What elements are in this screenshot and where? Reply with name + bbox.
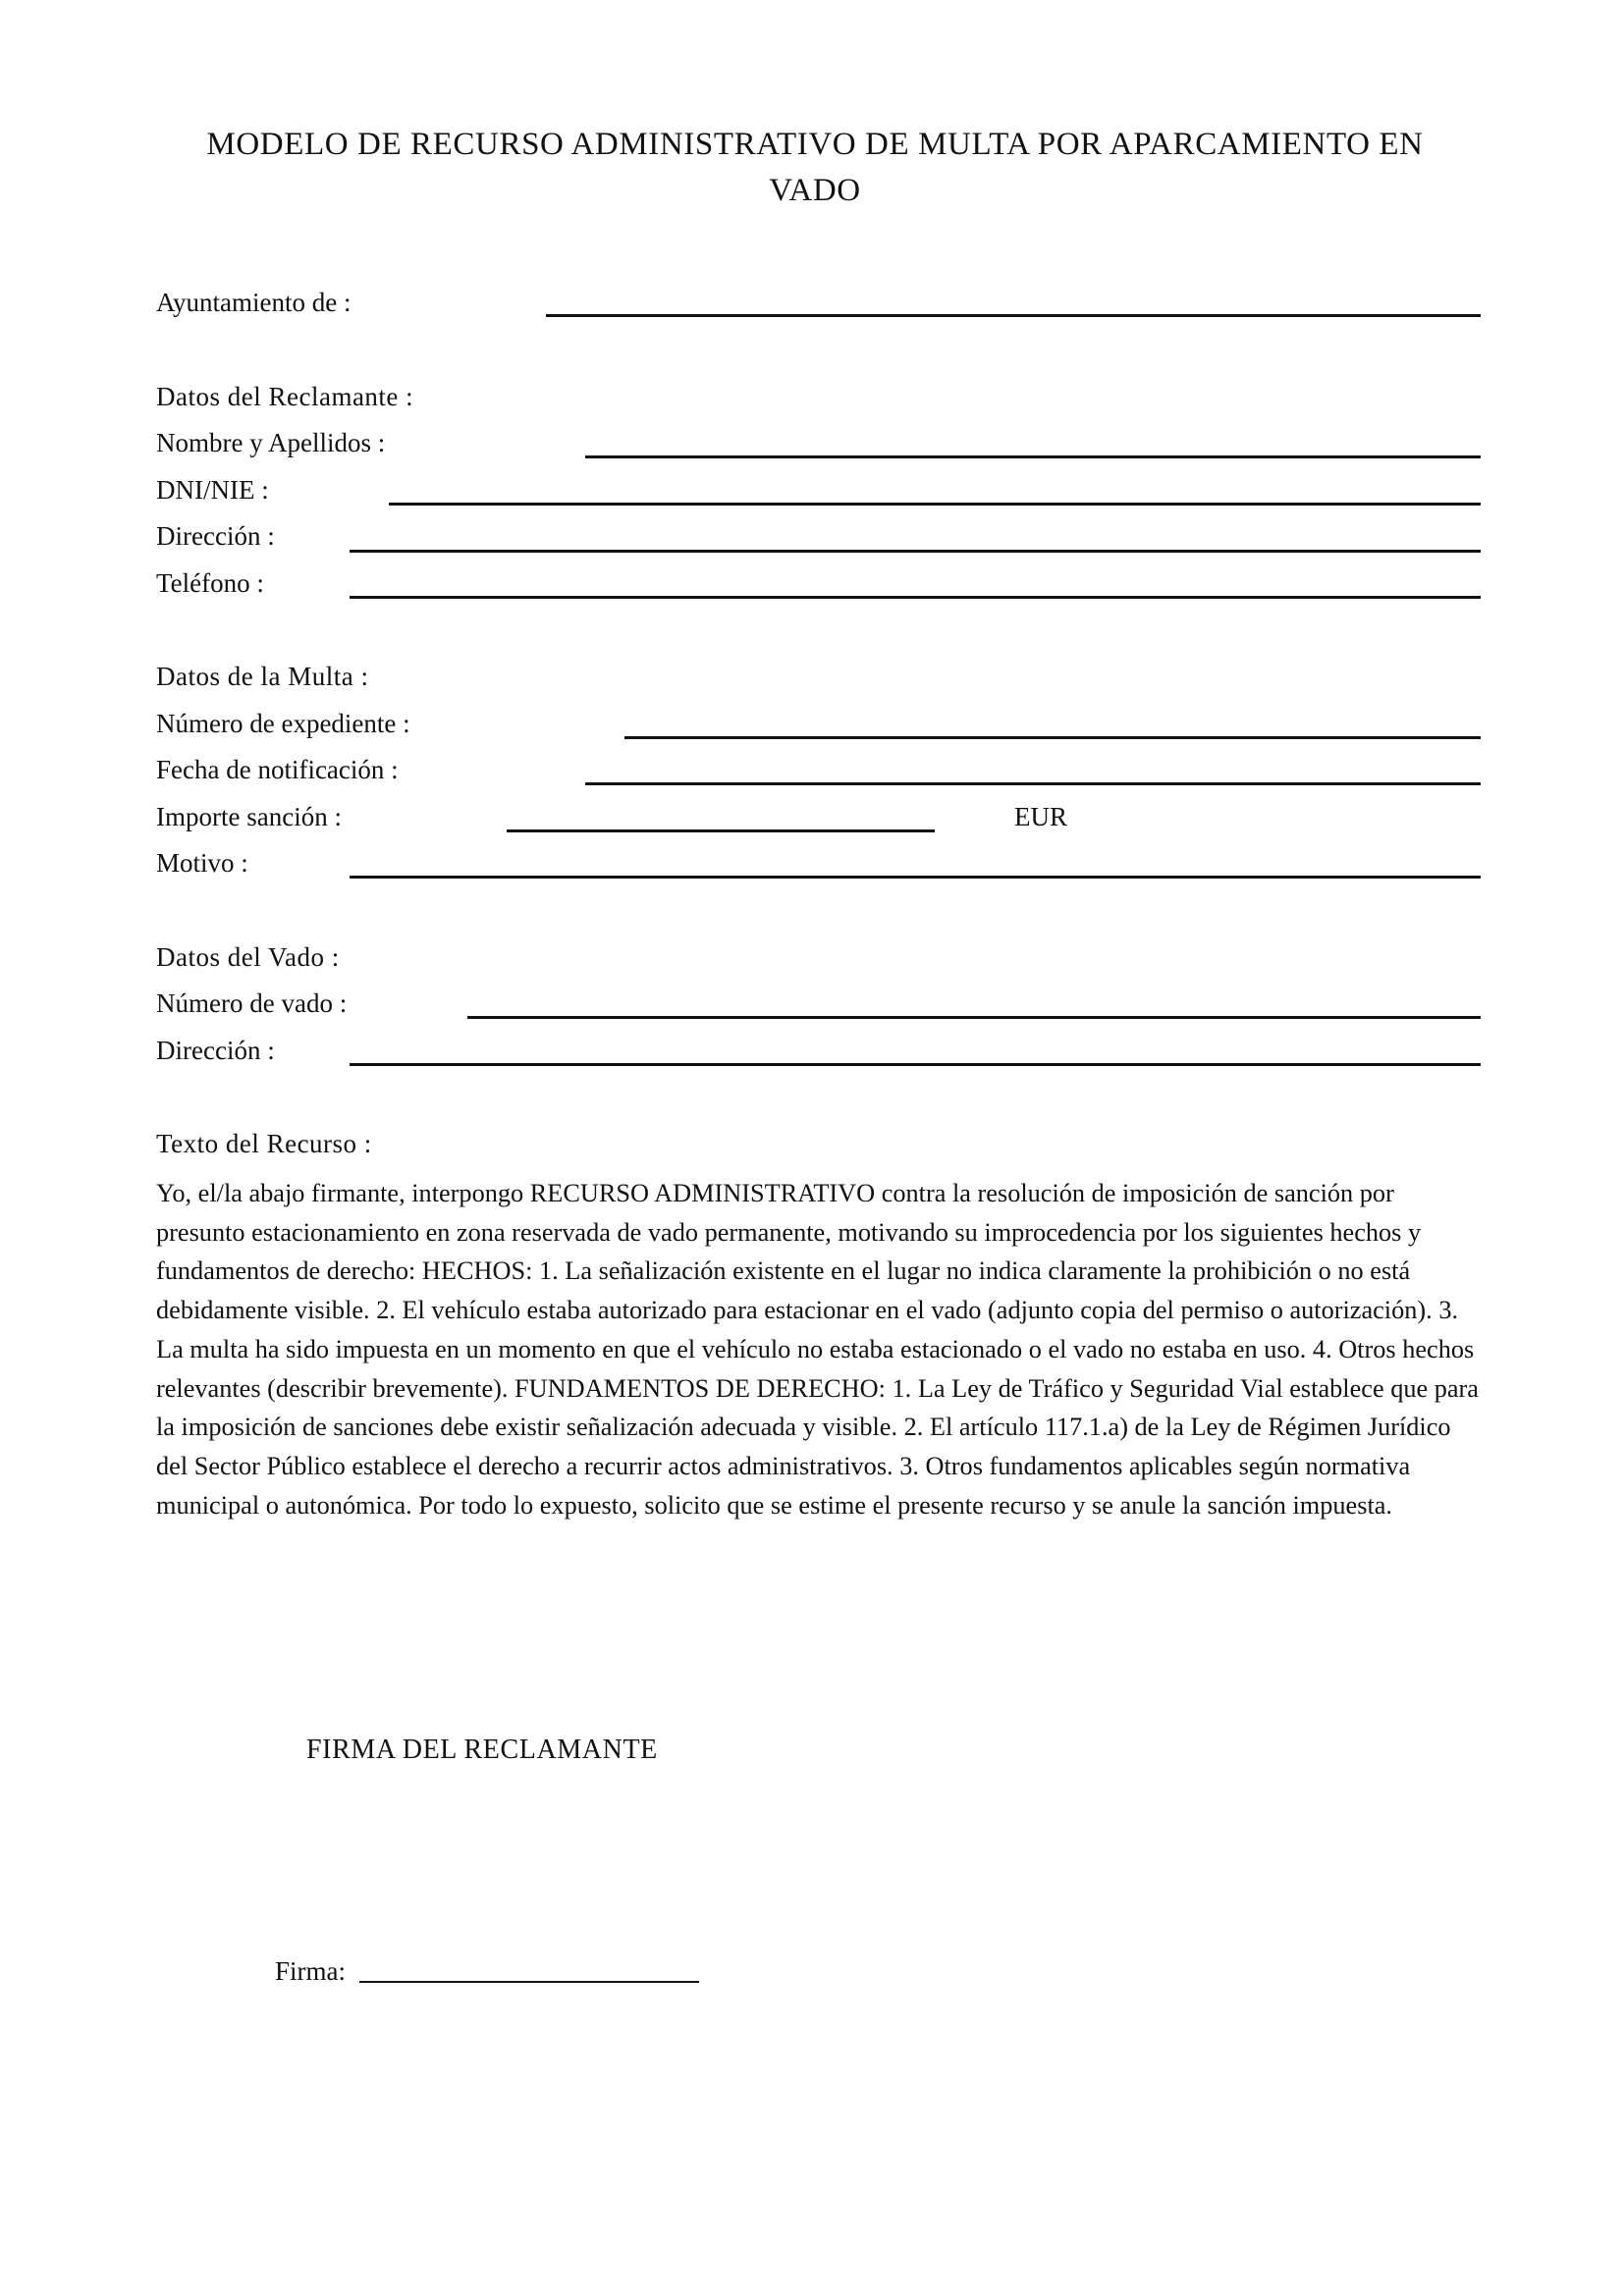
fecha-notificacion-label: Fecha de notificación : [156, 755, 399, 784]
telefono-field[interactable] [350, 596, 1481, 599]
expediente-label: Número de expediente : [156, 709, 410, 738]
nombre-field[interactable] [585, 455, 1481, 458]
importe-unit: EUR [1014, 802, 1067, 831]
motivo-label: Motivo : [156, 848, 248, 878]
recurso-heading: Texto del Recurso : [156, 1129, 372, 1158]
importe-field[interactable] [507, 829, 935, 832]
firma-field[interactable] [359, 1981, 699, 1983]
multa-heading: Datos de la Multa : [156, 662, 369, 691]
reclamante-direccion-label: Dirección : [156, 521, 275, 551]
vado-direccion-label: Dirección : [156, 1036, 275, 1065]
firma-heading: FIRMA DEL RECLAMANTE [306, 1735, 658, 1765]
importe-label: Importe sanción : [156, 802, 342, 831]
nombre-label: Nombre y Apellidos : [156, 428, 386, 457]
reclamante-direccion-field[interactable] [350, 550, 1481, 553]
fecha-notificacion-field[interactable] [585, 782, 1481, 785]
dni-field[interactable] [389, 503, 1481, 506]
numero-vado-label: Número de vado : [156, 988, 348, 1018]
firma-label: Firma: [275, 1956, 346, 1986]
numero-vado-field[interactable] [467, 1016, 1481, 1019]
motivo-field[interactable] [350, 876, 1481, 879]
document-title: MODELO DE RECURSO ADMINISTRATIVO DE MULTA POR APARCAMIENTO EN VADO [206, 127, 1424, 208]
recurso-body: Yo, el/la abajo firmante, interpongo RECURSO ADMINISTRATIVO contra la resolución de imposición de sanción por presunto estacionamiento en zona reservada de vado permanente, motivando su improcedencia por los siguientes hechos y fundamentos de derecho: HECHOS: 1. La señalización existente en el lugar no indica claramente la prohibición o no está debidamente visible. 2. El vehículo estaba autorizado para estacionar en el vado (adjunto copia del permiso o autorización). 3. La multa ha sido impuesta en un momento en que el vehículo no estaba estacionado o el vado no estaba en uso. 4. Otros hechos relevantes (describir brevemente). FUNDAMENTOS DE DERECHO: 1. La Ley de Tráfico y Seguridad Vial establece que para la imposición de sanciones debe existir señalización adecuada y visible. 2. El artículo 117.1.a) de la Ley de Régimen Jurídico del Sector Público establece el derecho a recurrir actos administrativos. 3. Otros fundamentos aplicables según normativa municipal o autonómica. Por todo lo expuesto, solicito que se estime el presente recurso y se anule la sanción impuesta. [156, 1179, 1479, 1520]
dni-label: DNI/NIE : [156, 475, 269, 505]
telefono-label: Teléfono : [156, 568, 264, 598]
ayuntamiento-label: Ayuntamiento de : [156, 288, 352, 317]
expediente-field[interactable] [624, 736, 1481, 739]
vado-direccion-field[interactable] [350, 1063, 1481, 1066]
reclamante-heading: Datos del Reclamante : [156, 382, 414, 411]
ayuntamiento-field[interactable] [546, 314, 1481, 317]
vado-heading: Datos del Vado : [156, 942, 340, 972]
